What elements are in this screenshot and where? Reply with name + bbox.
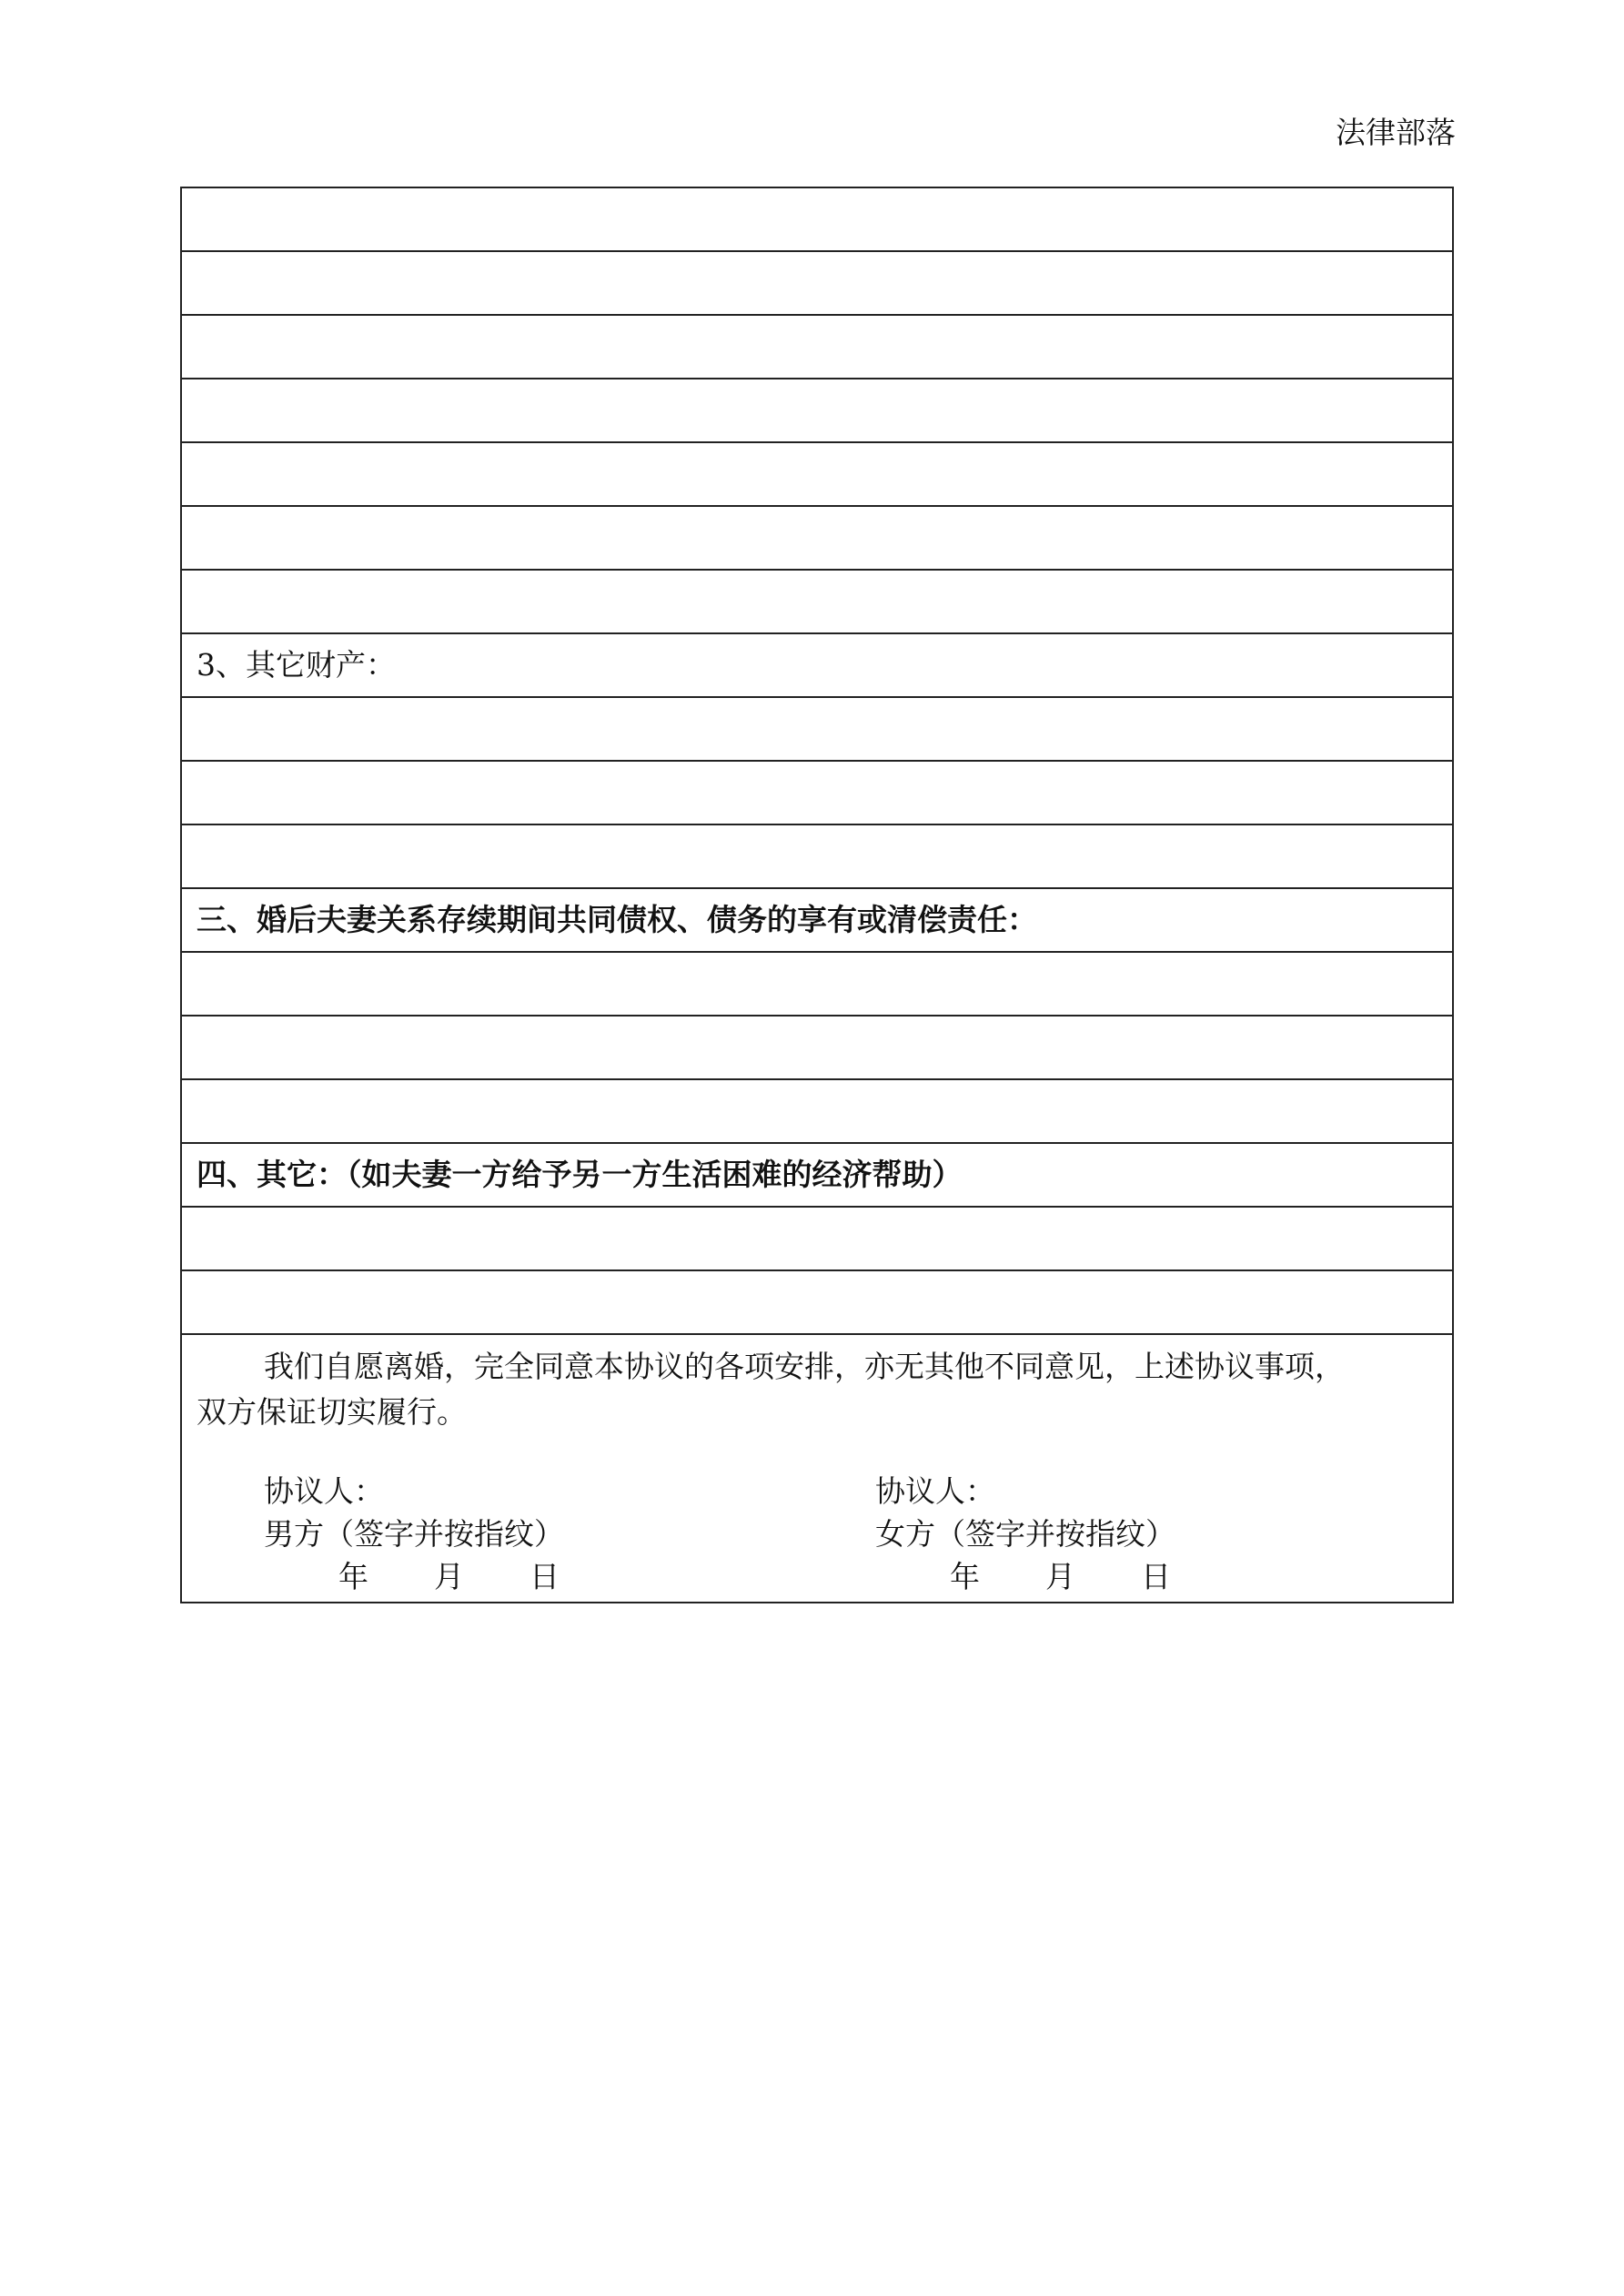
other-line-1[interactable] xyxy=(182,1208,1452,1271)
male-day-label: 日 xyxy=(530,1559,560,1594)
male-month-label: 月 xyxy=(434,1559,464,1594)
section-three-title: 三、婚后夫妻关系存续期间共同债权、债务的享有或清偿责任： xyxy=(182,889,1452,953)
female-date[interactable] xyxy=(875,1555,1236,1598)
blank-line-2[interactable] xyxy=(182,252,1452,316)
section-four-title: 四、其它：（如夫妻一方给予另一方生活困难的经济帮助） xyxy=(182,1144,1452,1208)
debt-line-2[interactable] xyxy=(182,1017,1452,1080)
blank-line-4[interactable] xyxy=(182,379,1452,443)
female-month-label: 月 xyxy=(1045,1559,1075,1594)
male-party-label: 协议人： xyxy=(264,1473,384,1509)
declaration-block xyxy=(182,1335,1452,1602)
other-line-2[interactable] xyxy=(182,1271,1452,1335)
female-day-label: 日 xyxy=(1141,1559,1171,1594)
agreement-form-table xyxy=(180,187,1454,1603)
blank-line-1[interactable] xyxy=(182,188,1452,252)
blank-line-3[interactable] xyxy=(182,316,1452,379)
header-brand: 法律部落 xyxy=(1336,115,1456,150)
other-property-line-3[interactable] xyxy=(182,825,1452,889)
female-signature-block xyxy=(875,1470,1236,1598)
blank-line-6[interactable] xyxy=(182,507,1452,571)
male-signature-block xyxy=(264,1470,625,1598)
declaration-line-1: 我们自愿离婚，完全同意本协议的各项安排，亦无其他不同意见，上述协议事项， xyxy=(264,1349,1345,1384)
other-property-label: 3、其它财产： xyxy=(182,634,1452,698)
male-role-label[interactable]: 男方（签字并按指纹） xyxy=(264,1516,564,1552)
female-party-label: 协议人： xyxy=(875,1473,995,1509)
blank-line-5[interactable] xyxy=(182,443,1452,507)
male-year-label: 年 xyxy=(338,1559,368,1594)
blank-line-7[interactable] xyxy=(182,571,1452,634)
other-property-line-1[interactable] xyxy=(182,698,1452,762)
debt-line-3[interactable] xyxy=(182,1080,1452,1144)
female-year-label: 年 xyxy=(950,1559,980,1594)
debt-line-1[interactable] xyxy=(182,953,1452,1017)
declaration-line-2: 双方保证切实履行。 xyxy=(197,1394,467,1430)
male-date[interactable] xyxy=(264,1555,625,1598)
other-property-line-2[interactable] xyxy=(182,762,1452,825)
declaration-text xyxy=(197,1344,1443,1435)
female-role-label[interactable]: 女方（签字并按指纹） xyxy=(875,1516,1175,1552)
